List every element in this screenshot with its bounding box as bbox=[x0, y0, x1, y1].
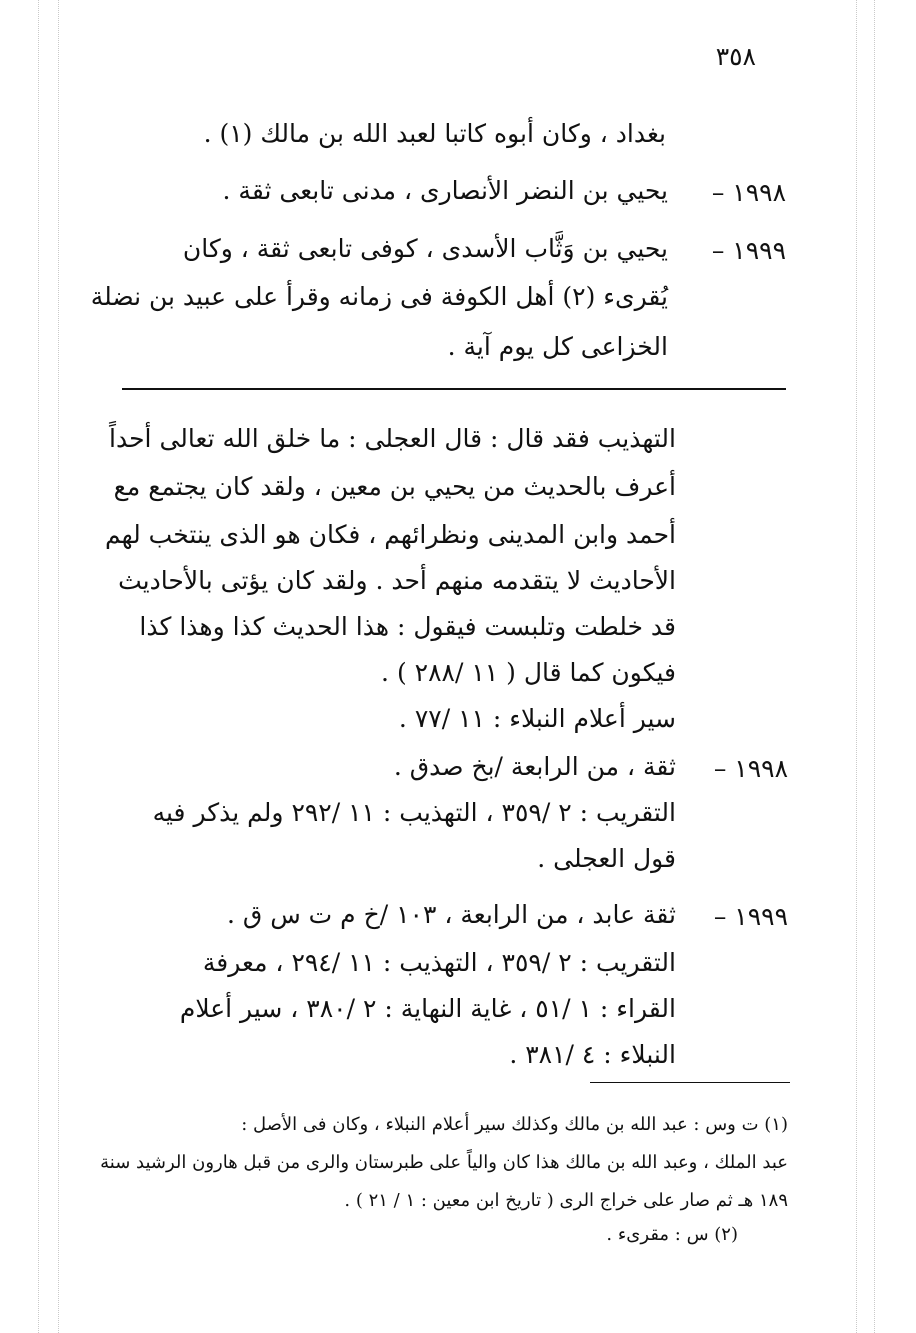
entry-line: يحيي بن وَثَّاب الأسدى ، كوفى تابعى ثقة ، وكان bbox=[182, 234, 668, 263]
commentary-line: الأحاديث لا يتقدمه منهم أحد . ولقد كان يؤتى بالأحاديث bbox=[118, 566, 676, 595]
footnote-line: (٢) س : مقرىء . bbox=[606, 1224, 738, 1245]
commentary-line: أحمد وابن المدينى ونظرائهم ، فكان هو الذى ينتخب لهم bbox=[104, 520, 676, 549]
commentary-line: ثقة عابد ، من الرابعة ، ١٠٣ /خ م ت س ق . bbox=[226, 900, 676, 929]
entry-line: الخزاعى كل يوم آية . bbox=[447, 332, 668, 361]
commentary-line: قول العجلى . bbox=[537, 844, 676, 873]
entry-line: يحيي بن النضر الأنصارى ، مدنى تابعى ثقة . bbox=[222, 176, 668, 205]
commentary-line: سير أعلام النبلاء : ١١ /٧٧ . bbox=[398, 704, 676, 733]
commentary-line: أعرف بالحديث من يحيي بن معين ، ولقد كان يجتمع مع bbox=[113, 472, 676, 501]
footnote-line: ١٨٩ هـ ثم صار على خراج الرى ( تاريخ ابن معين : ١ / ٢١ ) . bbox=[344, 1190, 788, 1211]
section-divider bbox=[122, 388, 786, 390]
entry-line: يُقرىء (٢) أهل الكوفة فى زمانه وقرأ على عبيد بن نضلة bbox=[90, 282, 668, 311]
commentary-number: ١٩٩٨ – bbox=[713, 754, 788, 783]
scan-margin-dots bbox=[58, 0, 59, 1333]
scan-margin-dots bbox=[856, 0, 857, 1333]
commentary-line: القراء : ١ /٥١ ، غاية النهاية : ٢ /٣٨٠ ، سير أعلام bbox=[179, 994, 676, 1023]
scan-margin-dots bbox=[38, 0, 39, 1333]
commentary-number: ١٩٩٩ – bbox=[713, 902, 788, 931]
commentary-line: ثقة ، من الرابعة /بخ صدق . bbox=[393, 752, 676, 781]
commentary-line: فيكون كما قال ( ١١ /٢٨٨ ) . bbox=[381, 658, 676, 687]
commentary-line: النبلاء : ٤ /٣٨١ . bbox=[509, 1040, 676, 1069]
footnote-line: (١) ت وس : عبد الله بن مالك وكذلك سير أعلام النبلاء ، وكان فى الأصل : bbox=[241, 1114, 788, 1135]
entry-number: ١٩٩٩ – bbox=[711, 236, 786, 265]
footnote-line: عبد الملك ، وعبد الله بن مالك هذا كان والياً على طبرستان والرى من قبل هارون الرشيد سنة bbox=[100, 1152, 788, 1173]
entry-number: ١٩٩٨ – bbox=[711, 178, 786, 207]
commentary-line: التقريب : ٢ /٣٥٩ ، التهذيب : ١١ /٢٩٢ ولم يذكر فيه bbox=[152, 798, 676, 827]
page-number: ٣٥٨ bbox=[715, 42, 756, 71]
main-continuation: بغداد ، وكان أبوه كاتبا لعبد الله بن مالك (١) . bbox=[203, 119, 666, 148]
footnote-divider bbox=[590, 1082, 790, 1083]
commentary-line: قد خلطت وتلبست فيقول : هذا الحديث كذا وهذا كذا bbox=[139, 612, 676, 641]
scan-margin-dots bbox=[874, 0, 875, 1333]
commentary-line: التهذيب فقد قال : قال العجلى : ما خلق الله تعالى أحداً bbox=[109, 424, 676, 453]
commentary-line: التقريب : ٢ /٣٥٩ ، التهذيب : ١١ /٢٩٤ ، معرفة bbox=[202, 948, 676, 977]
